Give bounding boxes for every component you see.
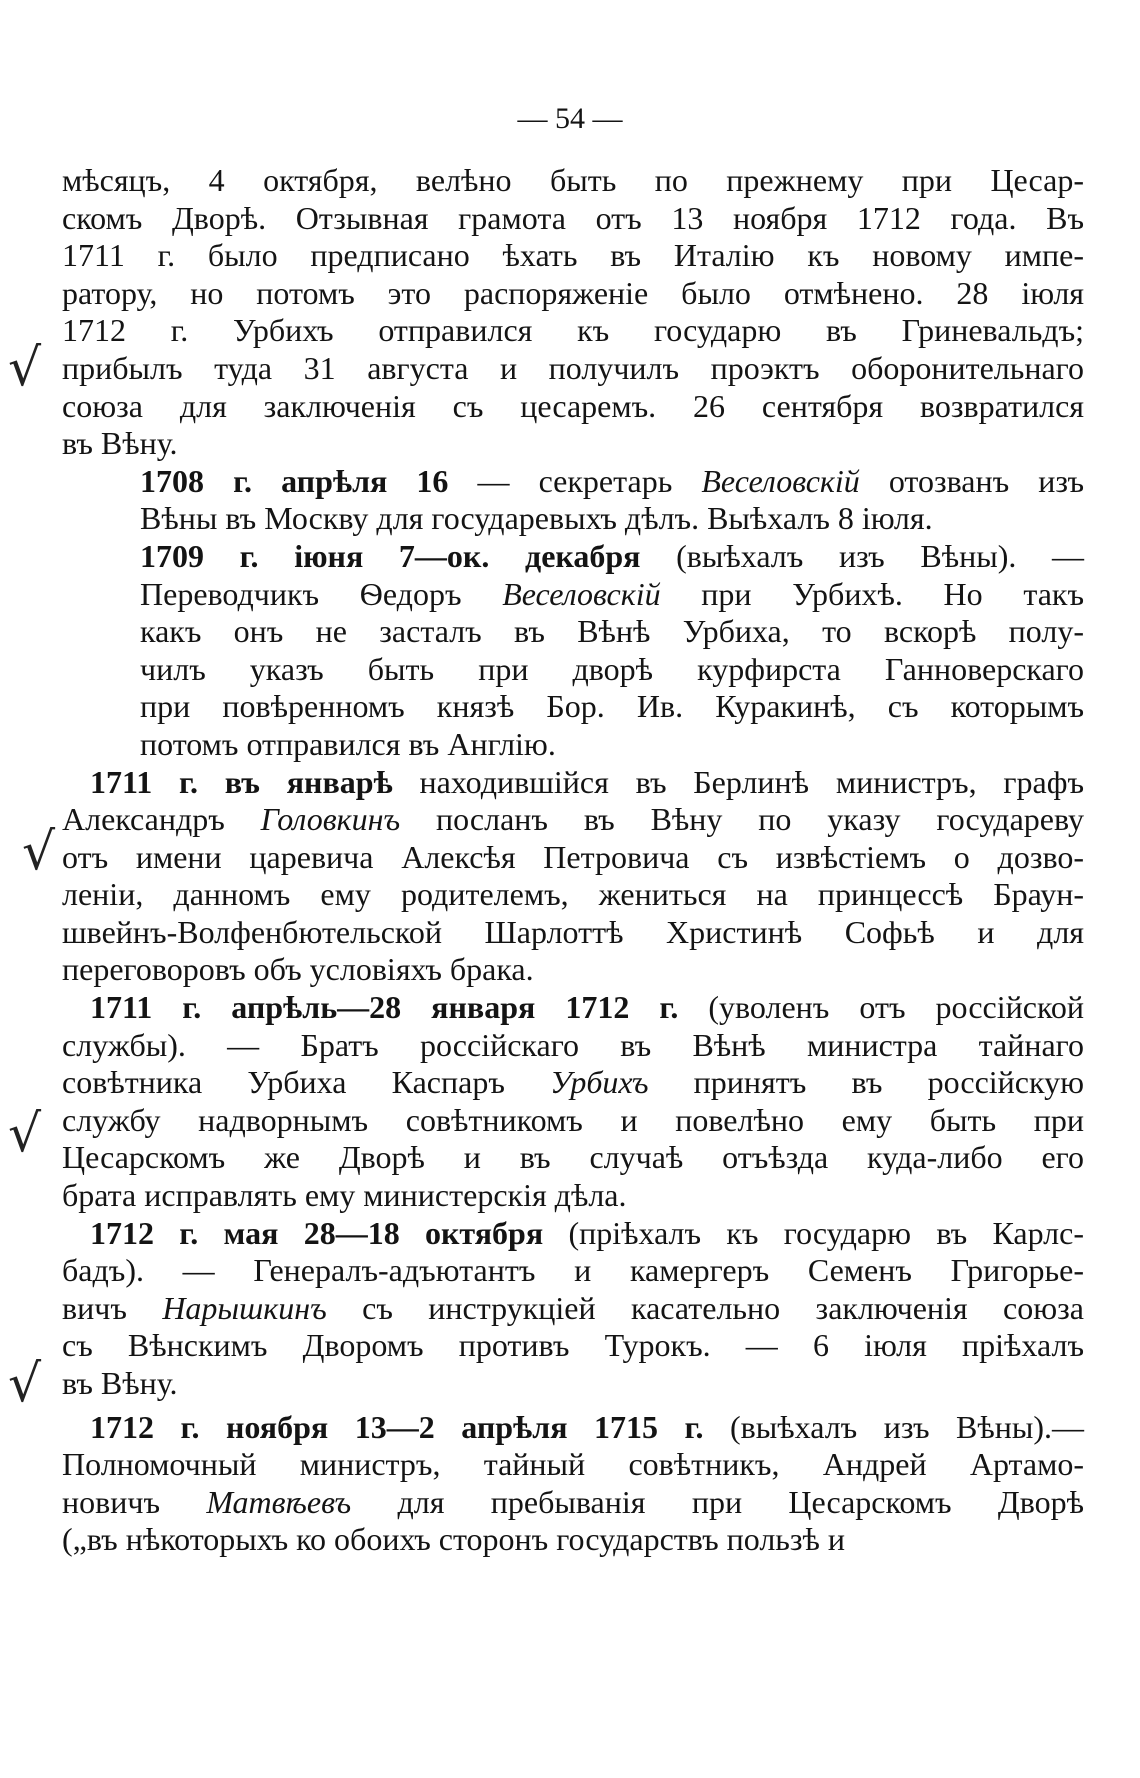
text-line xyxy=(62,1365,1084,1403)
date-heading: 1709 г. іюня 7—ок. декабря xyxy=(140,537,641,574)
person-name: Головкинъ xyxy=(260,801,401,838)
text-segment: 1712 г. Урбихъ отправился къ государю въ Гриневальдъ; xyxy=(62,312,1084,349)
text-line xyxy=(62,538,1084,576)
paragraph xyxy=(62,538,1084,764)
date-heading: 1711 г. апрѣль—28 января 1712 г. xyxy=(90,989,679,1026)
text-segment: посланъ въ Вѣну по указу государеву xyxy=(400,801,1085,838)
text-segment: новичъ xyxy=(62,1483,207,1520)
text-segment: Полномочный министръ, тайный совѣтникъ, Андрей Артамо- xyxy=(62,1446,1084,1483)
text-line xyxy=(62,576,1084,614)
text-line xyxy=(62,1139,1084,1177)
text-segment: для пребыванія при Цесарскомъ Дворѣ xyxy=(351,1483,1085,1520)
text-segment: леніи, данномъ ему родителемъ, жениться на принцессѣ Браун- xyxy=(62,876,1084,913)
person-name: Веселовскій xyxy=(701,462,860,499)
text-line xyxy=(62,1446,1084,1484)
margin-check-mark: √ xyxy=(8,1104,42,1164)
paragraph xyxy=(62,162,1084,463)
text-segment: переговоровъ объ условіяхъ брака. xyxy=(62,951,534,988)
text-segment: отозванъ изъ xyxy=(859,462,1085,499)
text-segment: принятъ въ россійскую xyxy=(648,1064,1084,1101)
text-segment: („въ нѣкоторыхъ ко обоихъ сторонъ государствъ пользѣ и xyxy=(62,1521,846,1558)
text-segment: въ Вѣну. xyxy=(62,425,178,462)
date-heading: 1711 г. въ январѣ xyxy=(90,763,393,800)
text-line xyxy=(62,951,1084,989)
page-number: — 54 — xyxy=(517,102,623,135)
paragraph xyxy=(62,764,1084,990)
text-line xyxy=(62,1215,1084,1253)
text-line xyxy=(62,500,1084,538)
text-line xyxy=(62,801,1084,839)
text-line xyxy=(62,237,1084,275)
text-segment: совѣтника Урбиха Каспаръ xyxy=(62,1064,551,1101)
text-line xyxy=(62,425,1084,463)
text-line xyxy=(62,914,1084,952)
text-segment: (уволенъ отъ россійской xyxy=(678,989,1085,1026)
text-segment: брата исправлять ему министерскія дѣла. xyxy=(62,1177,627,1214)
text-line xyxy=(62,651,1084,689)
person-name: Веселовскій xyxy=(502,575,661,612)
text-segment: Переводчикъ Ѳедоръ xyxy=(140,575,503,612)
text-segment: Александръ xyxy=(62,801,261,838)
text-segment: при повѣренномъ князѣ Бор. Ив. Куракинѣ, съ которымъ xyxy=(140,688,1084,725)
text-segment: какъ онъ не засталъ въ Вѣнѣ Урбиха, то вскорѣ полу- xyxy=(140,613,1084,650)
text-line xyxy=(62,1484,1084,1522)
text-line xyxy=(62,350,1084,388)
paragraph xyxy=(62,1215,1084,1403)
text-line xyxy=(62,1409,1084,1447)
text-segment: 1711 г. было предписано ѣхать въ Италію къ новому импе- xyxy=(62,237,1084,274)
text-segment: службы). — Братъ россійскаго въ Вѣнѣ министра тайнаго xyxy=(62,1026,1084,1063)
text-line xyxy=(62,1064,1084,1102)
text-line xyxy=(62,275,1084,313)
date-heading: 1708 г. апрѣля 16 xyxy=(140,462,449,499)
text-segment: (пріѣхалъ къ государю въ Карлс- xyxy=(543,1214,1085,1251)
margin-check-mark: √ xyxy=(22,822,56,882)
text-segment: скомъ Дворѣ. Отзывная грамота отъ 13 ноября 1712 года. Въ xyxy=(62,199,1084,236)
text-line xyxy=(62,876,1084,914)
page-body xyxy=(62,162,1084,1559)
text-line xyxy=(62,1102,1084,1140)
margin-check-mark: √ xyxy=(8,1354,42,1414)
text-segment: отъ имени царевича Алексѣя Петровича съ извѣстіемъ о дозво- xyxy=(62,838,1084,875)
text-segment: Вѣны въ Москву для государевыхъ дѣлъ. Выѣхалъ 8 іюля. xyxy=(140,500,933,537)
text-line xyxy=(62,1177,1084,1215)
text-line xyxy=(62,388,1084,426)
text-segment: бадъ). — Генералъ-адъютантъ и камергеръ Семенъ Григорье- xyxy=(62,1252,1084,1289)
text-line xyxy=(62,839,1084,877)
paragraph xyxy=(62,1409,1084,1559)
text-segment: чилъ указъ быть при дворѣ курфирста Ганноверскаго xyxy=(140,650,1084,687)
text-segment: находившійся въ Берлинѣ министръ, графъ xyxy=(392,763,1085,800)
text-segment: прибылъ туда 31 августа и получилъ проэктъ оборонительнаго xyxy=(62,349,1084,386)
text-line xyxy=(62,989,1084,1027)
text-segment: швейнъ-Волфенбютельской Шарлоттѣ Христинѣ Софьѣ и для xyxy=(62,913,1084,950)
text-segment: (выѣхалъ изъ Вѣны). — xyxy=(640,537,1085,574)
text-segment: при Урбихѣ. Но такъ xyxy=(660,575,1085,612)
text-segment: союза для заключенія съ цесаремъ. 26 сентября возвратился xyxy=(62,387,1084,424)
date-heading: 1712 г. мая 28—18 октября xyxy=(90,1214,544,1251)
text-segment: съ Вѣнскимъ Дворомъ противъ Турокъ. — 6 іюля пріѣхалъ xyxy=(62,1327,1084,1364)
text-line xyxy=(62,1290,1084,1328)
text-segment: съ инструкціей касательно заключенія союза xyxy=(326,1289,1085,1326)
person-name: Урбихъ xyxy=(550,1064,649,1101)
text-segment: потомъ отправился въ Англію. xyxy=(140,725,556,762)
person-name: Матвѣевъ xyxy=(206,1483,352,1520)
text-line xyxy=(62,1027,1084,1065)
text-segment: вичъ xyxy=(62,1289,163,1326)
text-line xyxy=(62,1327,1084,1365)
text-segment: — секретарь xyxy=(448,462,702,499)
text-line xyxy=(62,162,1084,200)
date-heading: 1712 г. ноября 13—2 апрѣля 1715 г. xyxy=(90,1408,704,1445)
text-line xyxy=(62,613,1084,651)
text-segment: мѣсяцъ, 4 октября, велѣно быть по прежнему при Цесар- xyxy=(62,162,1084,198)
text-segment: въ Вѣну. xyxy=(62,1365,178,1401)
text-line xyxy=(62,200,1084,238)
text-line xyxy=(62,1252,1084,1290)
paragraph xyxy=(62,989,1084,1215)
margin-check-mark: √ xyxy=(8,338,42,398)
text-line xyxy=(62,726,1084,764)
text-segment: ратору, но потомъ это распоряженіе было отмѣнено. 28 іюля xyxy=(62,274,1084,311)
text-line xyxy=(62,463,1084,501)
text-segment: службу надворнымъ совѣтникомъ и повелѣно ему быть при xyxy=(62,1101,1084,1138)
text-line xyxy=(62,764,1084,802)
person-name: Нарышкинъ xyxy=(162,1289,327,1326)
text-line xyxy=(62,1521,1084,1559)
text-segment: (выѣхалъ изъ Вѣны).— xyxy=(703,1408,1084,1445)
text-line xyxy=(62,312,1084,350)
text-segment: Цесарскомъ же Дворѣ и въ случаѣ отъѣзда куда-либо его xyxy=(62,1139,1084,1176)
paragraph xyxy=(62,463,1084,538)
text-line xyxy=(62,688,1084,726)
